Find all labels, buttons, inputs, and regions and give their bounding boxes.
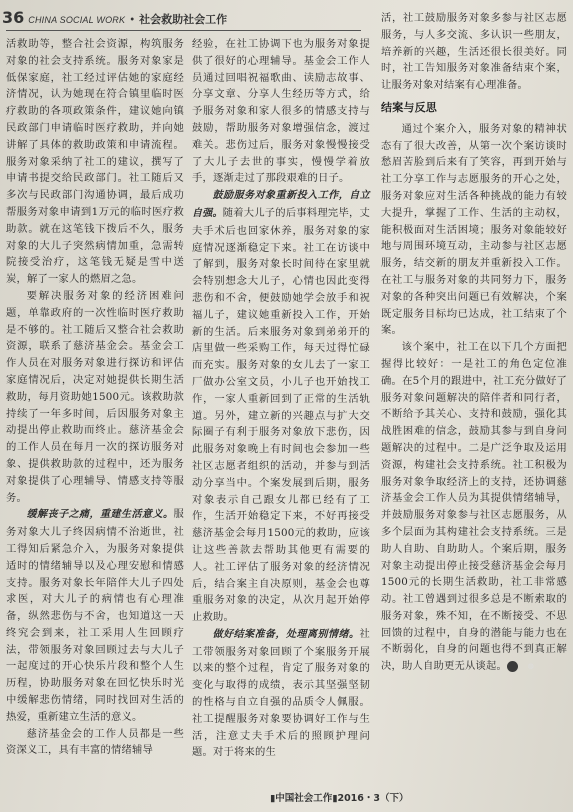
column-2 xyxy=(192,36,370,761)
col3-paragraph-2: 通过个案介入，服务对象的精神状态有了很大改善，从第一次个案访谈时愁眉苦脸到后来有了笑容，再到开始与社工分享工作与志愿服务的开心之处，服务对象应对生活各种挑战的能力有较大提升，掌握了工作、生活的主动权，能积极面对生活困境；服务对象能较好地与周围环境互动，主动参与社区志愿服务，结交新的朋友并重新投入工作。在社工与服务对象的共同努力下，服务对象的各种突出问题已有效解决，个案既定服务目标均已达成，社工结束了个案。 xyxy=(381,122,567,337)
section-title: 社会救助社会工作 xyxy=(139,13,228,26)
col3-paragraph-3-text: 该个案中，社工在以下几个方面把握得比较好：一是社工的角色定位准确。在5个月的跟进中，社工充分做好了服务对象问题解决的陪伴者和同行者，不断给予其关心、支持和鼓励，强化其战胜困难的信念，鼓励其参与到自身问题解决的过程中。二是广泛争取及运用资源，构建社会支持系统。社工积极为服务对象争取经济上的支持，还协调慈济基金会工作人员为其提供情绪辅导，并鼓励服务对象参与社区志愿服务，从多个层面为其构建社会支持系统。三是助人自助、自助助人。个案后期，服务对象主动提出停止接受慈济基金会每月1500元的长期生活救助，社工非常感动。社工曾遇到过很多总是不断索取的服务对象，殊不知，在不断接受、不思回馈的过程中，自身的潜能与能力也在不断弱化，自身的问题也得不到真正解决，助人自助更无从谈起。 xyxy=(381,341,567,673)
col2-lead-heading-2: 做好结案准备，处理离别情绪。 xyxy=(212,628,360,640)
col3-paragraph-3 xyxy=(381,339,567,675)
col1-paragraph-3 xyxy=(6,506,184,725)
page-number: 36 xyxy=(2,8,25,27)
col2-paragraph-2-text: 随着大儿子的后事料理完毕，丈夫手术后也回家休养，服务对象的家庭情况逐渐稳定下来。社工在访谈中了解到，服务对象长时间待在家里就会特别想念大儿子，心情也因此变得悲伤和不舍，便鼓励她学会放手和祝福儿子，建议她重新投入工作，开始新的生活。后来服务对象到弟弟开的店里做一些采购工作，每天过得忙碌而充实。服务对象的女儿去了一家工厂做办公室文员，小儿子也开始找工作，一家人重新回到了正常的生活轨道。另外，建立新的兴趣点与扩大交际圈子有利于服务对象放下悲伤，因此服务对象晚上有时间也会参加一些社区志愿者组织的活动，并参与到活动分享当中。个案发展到后期，服务对象表示自己跟女儿都已经有了工作，生活开始稳定下来，不好再接受慈济基金会每月1500元的救助，应该让这些善款去帮助其他更有需要的人。社工评估了服务对象的经济情况后，结合案主自决原则，基金会也尊重服务对象的决定，从次月起开始停止救助。 xyxy=(192,206,370,624)
col2-paragraph-1: 经验，在社工协调下也为服务对象提供了很好的心理辅导。基金会工作人员通过回唱祝福歌曲、读励志故事、分享文章、分享人生经历等方式，给予服务对象和家人很多的情感支持与鼓励，帮助服务对象增强信念，渡过难关。悲伤过后，服务对象慢慢接受了大儿子去世的事实，慢慢学着放手，逐渐走过了那段艰难的日子。 xyxy=(192,38,370,185)
col3-paragraph-1: 活，社工鼓励服务对象多参与社区志愿服务，与人多交流、多认识一些朋友，培养新的兴趣，生活还很长很美好。同时，社工告知服务对象准备结束个案，让服务对象对结案有心理准备。 xyxy=(381,12,567,92)
col1-paragraph-4: 慈济基金会的工作人员都是一些资深义工，具有丰富的情绪辅导 xyxy=(6,727,184,757)
end-mark-icon: ◍ xyxy=(507,661,518,672)
col2-lead-heading-1: 鼓励服务对象重新投入工作，自立自强。 xyxy=(192,190,370,219)
col2-paragraph-3 xyxy=(192,626,370,761)
magazine-name: CHINA SOCIAL WORK xyxy=(28,15,126,25)
col2-paragraph-3-text: 社工带领服务对象回顾了个案服务开展以来的整个过程，肯定了服务对象的变化与取得的成绩，表示其坚强坚韧的性格与自立自强的品质令人佩服。社工提醒服务对象要协调好工作与生活，注意丈夫手术后的照顾护理问题。对于将来的生 xyxy=(192,627,370,759)
column-1 xyxy=(6,36,184,759)
col1-paragraph-1: 活救助等，整合社会资源，构筑服务对象的社会支持系统。服务对象家是低保家庭，社工经过评估她的家庭经济情况，认为她现在符合镇里临时医疗救助的各项政策条件，建议她向镇民政部门申请临时医疗救助，并向她讲解了具体的救助政策和申请流程。服务对象采纳了社工的建议，撰写了申请书提交给民政部门。社工随后又多次与民政部门沟通协调，最后成功帮服务对象申请到1万元的临时医疗救助款。就在这笔钱下拨后不久，服务对象的大儿子突然病情加重，急需转院接受治疗，这笔钱无疑是雪中送炭，解了一家人的燃眉之急。 xyxy=(6,38,184,286)
col2-paragraph-2 xyxy=(192,187,370,626)
col1-lead-heading: 缓解丧子之痛，重建生活意义。 xyxy=(26,509,174,521)
header-separator: • xyxy=(129,15,136,26)
header-rule xyxy=(6,30,361,31)
col1-paragraph-2: 要解决服务对象的经济困难问题，单靠政府的一次性临时医疗救助是不够的。社工随后又整合社会救助资源，联系了慈济基金会。基金会工作人员在对服务对象进行探访和评估家庭情况后，决定对她提供长期生活救助，每月资助她1500元。该救助款持续了一年多时间，后因服务对象主动提出停止救助而终止。慈济基金会的工作人员在每月一次的探访服务对象、提供救助款的过程中，还为服务对象提供了心理辅导、情感支持等服务。 xyxy=(6,289,184,504)
section-heading-conclusion: 结案与反思 xyxy=(381,100,437,114)
page-footer: ▮中国社会工作▮2016・3（下） xyxy=(270,793,409,804)
col1-paragraph-3-text: 服务对象大儿子终因病情不治逝世，社工得知后紧急介入，为服务对象提供适时的情绪辅导以及心理安慰和情感支持。服务对象长年陪伴大儿子四处求医，对大儿子的病情也有心理准备，纵然悲伤与不舍，也知道这一天终究会到来，社工采用人生回顾疗法，带领服务对象回顾过去与大儿子一起度过的开心快乐片段和整个人生历程，协助服务对象在回忆快乐时光中缓解悲伤情绪，同时找回对生活的热爱，重新建立生活的意义。 xyxy=(6,508,184,723)
column-3 xyxy=(381,10,567,675)
page-header xyxy=(0,8,360,32)
